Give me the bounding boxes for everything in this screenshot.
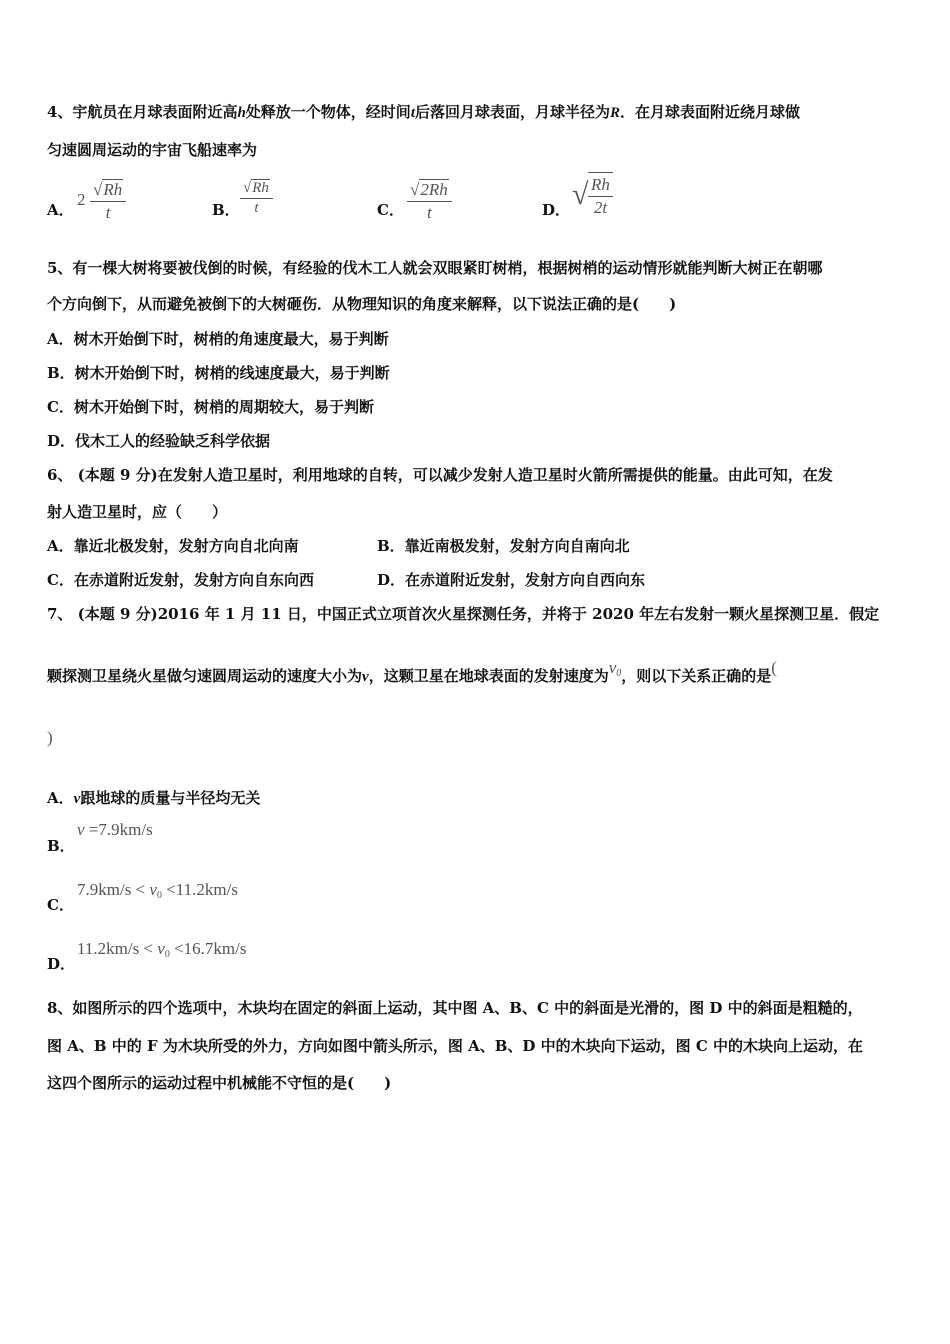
q4-option-c-label: C． <box>377 201 404 219</box>
q7-b-var: v <box>77 820 85 839</box>
q7-text-b: ，这颗卫星在地球表面的发射速度为 <box>368 667 609 685</box>
q7-open-paren: ( <box>771 658 777 677</box>
q7-option-b-label: B． <box>47 837 75 855</box>
q8-stem-line3: 这四个图所示的运动过程中机械能不守恒的是( ) <box>47 1074 392 1092</box>
q7-option-d-formula <box>77 939 246 960</box>
q7-b-rest: =7.9km/s <box>84 820 153 839</box>
q4-a-den: t <box>105 203 111 222</box>
q4-text2: 处释放一个物体，经时间 <box>245 103 411 121</box>
q7-option-c-formula <box>77 880 238 901</box>
q7-d-sub: 0 <box>164 949 170 960</box>
q7-c-left: 7.9km/s < <box>77 880 150 899</box>
q7-v0 <box>609 658 622 677</box>
q4-d-num: Rh <box>588 175 613 197</box>
q7-option-c-label: C． <box>47 896 74 914</box>
q4-b-den: t <box>254 200 259 216</box>
q7-c-right: <11.2km/s <box>161 880 238 899</box>
q7-a-label: A． <box>47 789 74 807</box>
q7-text-a: 颗探测卫星绕火星做匀速圆周运动的速度大小为 <box>47 667 363 685</box>
q4-option-b-label: B． <box>212 201 240 219</box>
q7-close-paren: ) <box>47 728 53 747</box>
q8-stem-line1: 8、如图所示的四个选项中，木块均在固定的斜面上运动，其中图 A、B、C 中的斜面是光滑的，图 D 中的斜面是粗糙的， <box>47 999 863 1017</box>
q4-b-radicand: Rh <box>252 180 269 196</box>
q4-b-fraction: $\frac{√Rh}{t}$ <box>240 180 273 217</box>
q6-option-b: B．靠近南极发射，发射方向自南向北 <box>377 537 630 555</box>
q4-d-den: 2t <box>593 198 608 217</box>
q5-stem-line2: 个方向倒下，从而避免被倒下的大树砸伤．从物理知识的角度来解释，以下说法正确的是( ) <box>47 295 677 313</box>
q4-option-a-label: A． <box>47 201 74 219</box>
q4-text1: 4、宇航员在月球表面附近高 <box>47 103 238 121</box>
q6-stem-line2: 射人造卫星时，应（ ） <box>47 503 228 521</box>
q6-stem-line1: 6、 (本题 9 分)在发射人造卫星时，利用地球的自转，可以减少发射人造卫星时火箭所需提供的能量。由此可知，在发 <box>47 466 833 484</box>
q7-option-b-formula <box>77 820 153 840</box>
q7-c-sub: 0 <box>156 890 162 901</box>
q4-c-radicand: 2Rh <box>420 180 448 199</box>
q6-option-c: C．在赤道附近发射，发射方向自东向西 <box>47 571 314 589</box>
q7-var-v: v <box>362 669 369 685</box>
q7-stem-line2 <box>47 658 777 692</box>
q4-stem-line1 <box>47 102 800 123</box>
q4-stem-line2: 匀速圆周运动的宇宙飞船速率为 <box>47 141 258 159</box>
q7-stem-line1: 7、 (本题 9 分)2016 年 1 月 11 日，中国正式立项首次火星探测任务，并将于 2020 年左右发射一颗火星探测卫星．假定 <box>47 605 880 623</box>
q6-option-d: D．在赤道附近发射，发射方向自西向东 <box>377 571 646 589</box>
q7-d-left: 11.2km/s < <box>77 939 158 958</box>
q4-option-d-label: D． <box>542 201 571 219</box>
q4-var-h: h <box>237 105 246 121</box>
q4-var-R: R <box>610 105 621 121</box>
q4-c-den: t <box>427 203 432 222</box>
q7-c-var: v <box>149 880 157 899</box>
q4-text3: 后落回月球表面，月球半径为 <box>414 103 610 121</box>
q6-option-a: A．靠近北极发射，发射方向自北向南 <box>47 537 299 555</box>
q4-a-fraction: $\frac{√Rh}{t}$ <box>90 180 126 223</box>
q7-d-var: v <box>157 939 165 958</box>
q7-option-d-label: D． <box>47 955 76 973</box>
q8-stem-line2: 图 A、B 中的 F 为木块所受的外力，方向如图中箭头所示，图 A、B、D 中的木块向下运动，图 C 中的木块向上运动，在 <box>47 1037 864 1055</box>
q4-c-fraction: $\frac{√2Rh}{t}$ <box>407 180 452 223</box>
q7-v0-sub: 0 <box>616 668 622 679</box>
q4-d-fraction <box>588 172 613 218</box>
q7-v0-var: v <box>608 658 617 677</box>
q5-option-b: B．树木开始倒下时，树梢的线速度最大，易于判断 <box>47 364 390 382</box>
q7-d-right: <16.7km/s <box>169 939 247 958</box>
q4-text4: ．在月球表面附近绕月球做 <box>620 103 801 121</box>
q4-a-coef: 2 <box>77 190 86 209</box>
q7-a-var: v <box>73 791 81 807</box>
q5-option-c: C．树木开始倒下时，树梢的周期较大，易于判断 <box>47 398 374 416</box>
q7-option-a <box>47 788 260 809</box>
q7-a-text: 跟地球的质量与半径均无关 <box>80 789 261 807</box>
q5-option-a: A．树木开始倒下时，树梢的角速度最大，易于判断 <box>47 330 389 348</box>
q4-var-t: t <box>410 105 415 121</box>
q7-text-c: ，则以下关系正确的是 <box>621 667 772 685</box>
q5-stem-line1: 5、有一棵大树将要被伐倒的时候，有经验的伐木工人就会双眼紧盯树梢，根据树梢的运动情形就能判断大树正在朝哪 <box>47 259 823 277</box>
q4-a-radicand: Rh <box>103 180 123 199</box>
q5-option-d: D．伐木工人的经验缺乏科学依据 <box>47 432 271 450</box>
q4-d-sqrt-sign: √ <box>572 178 589 211</box>
